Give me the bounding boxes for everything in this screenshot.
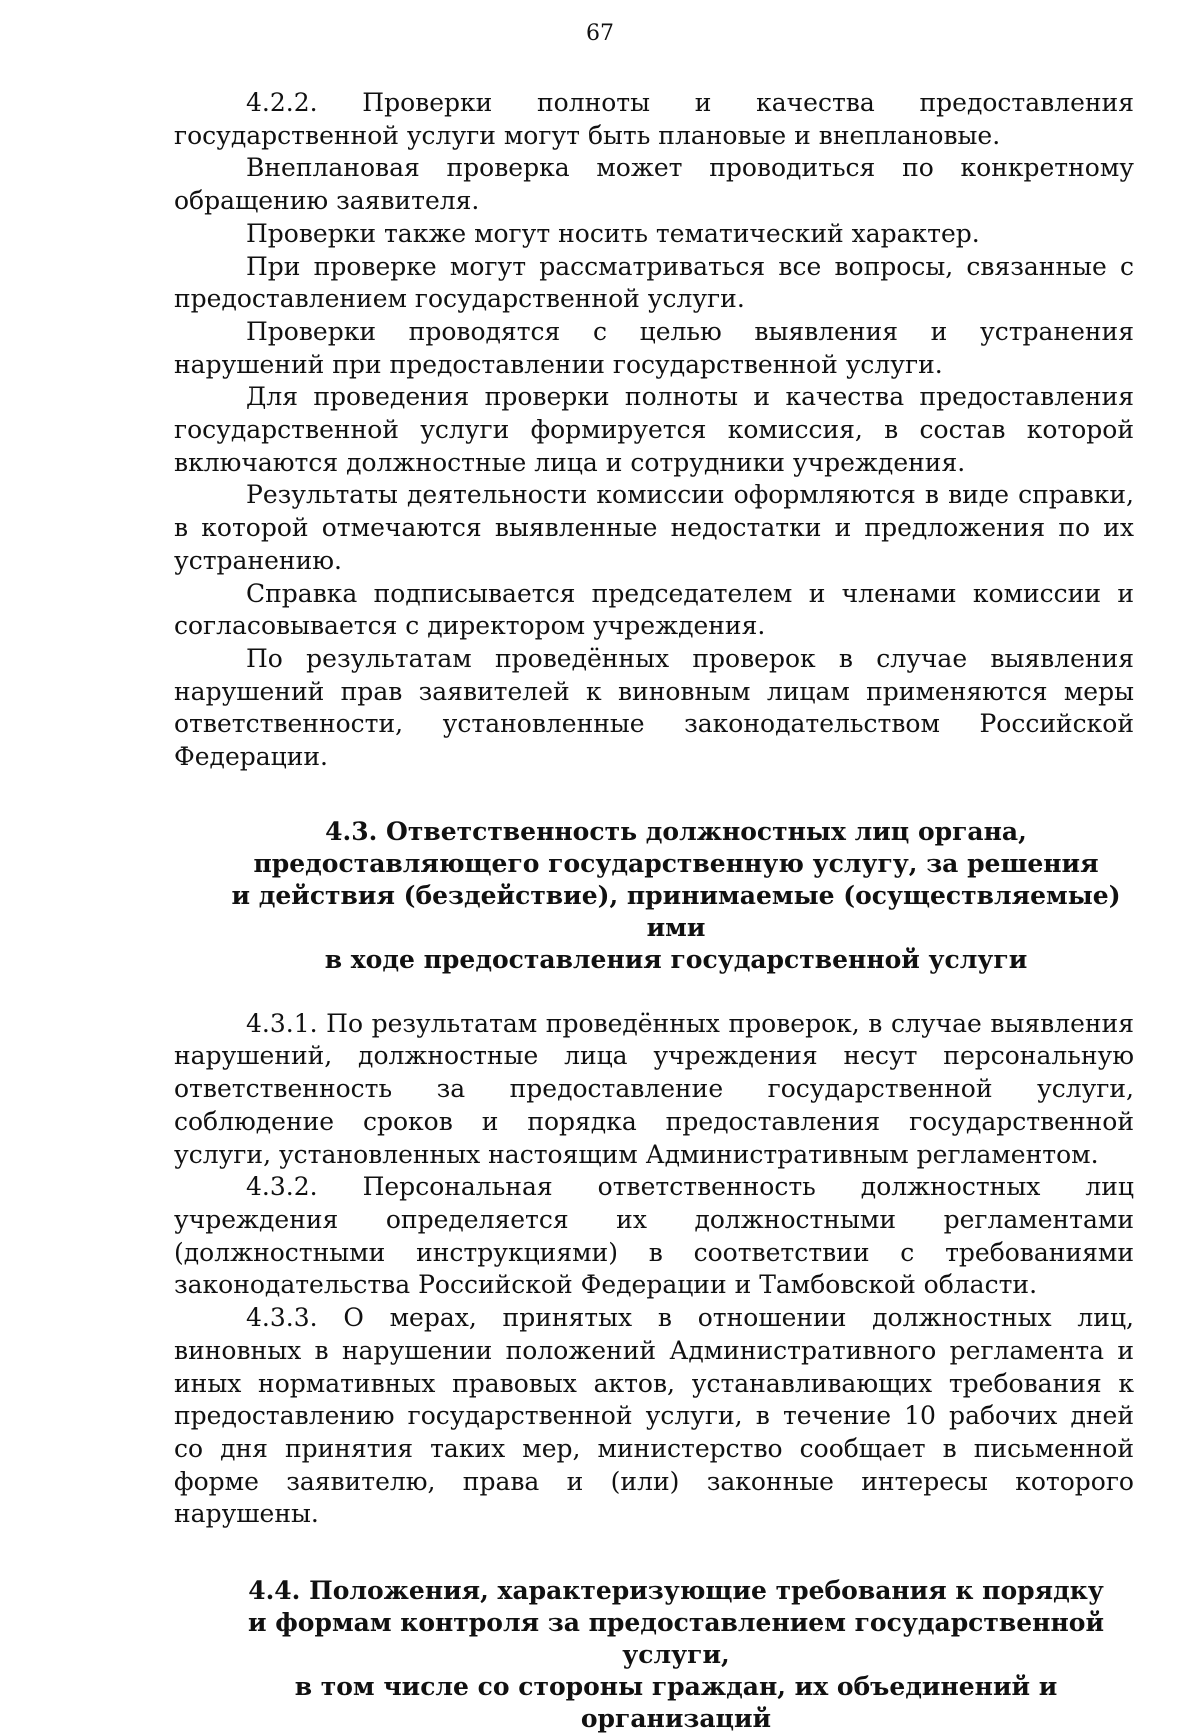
- paragraph-4-3-2: 4.3.2. Персональная ответственность должностных лиц учреждения определяется их должностными регламентами (должностными инструкциями) в соответствии с требованиями законодательства Российской Федерации и Тамбовской области.: [174, 1172, 1134, 1300]
- heading-line: и действия (бездействие), принимаемые (осуществляемые) ими: [231, 880, 1121, 942]
- paragraph-4-3-3: 4.3.3. О мерах, принятых в отношении должностных лиц, виновных в нарушении положений Административного регламента и иных нормативных правовых актов, устанавливающих требования к предоставлению государственной услуги, в течение 10 рабочих дней со дня принятия таких мер, министерство сообщает в письменной форме заявителю, права и (или) законные интересы которого нарушены.: [174, 1303, 1134, 1529]
- page-number: 67: [586, 21, 614, 46]
- section-heading-4-4: [174, 1575, 1134, 1735]
- section-heading-4-3: [174, 816, 1134, 976]
- heading-line: и формам контроля за предоставлением государственной услуги,: [248, 1608, 1104, 1670]
- paragraph-thematic-check: Проверки также могут носить тематический характер.: [246, 218, 980, 248]
- paragraph-liability-measures: По результатам проведённых проверок в случае выявления нарушений прав заявителей к виновным лицам применяются меры ответственности, установленные законодательством Российской Федерации.: [174, 643, 1134, 772]
- paragraph-4-2-2: 4.2.2. Проверки полноты и качества предоставления государственной услуги могут быть плановые и внеплановые.: [174, 88, 1134, 150]
- heading-line: предоставляющего государственную услугу, за решения: [253, 848, 1099, 878]
- paragraph-check-purpose: Проверки проводятся с целью выявления и устранения нарушений при предоставлении государственной услуги.: [174, 316, 1134, 379]
- paragraph-check-questions: При проверке могут рассматриваться все вопросы, связанные с предоставлением государственной услуги.: [174, 251, 1134, 314]
- heading-line: 4.4. Положения, характеризующие требования к порядку: [248, 1576, 1104, 1606]
- paragraph-commission: Для проведения проверки полноты и качества предоставления государственной услуги формируется комиссия, в состав которой включаются должностные лица и сотрудники учреждения.: [174, 382, 1134, 477]
- heading-line: в том числе со стороны граждан, их объединений и организаций: [294, 1672, 1058, 1734]
- heading-line: 4.3. Ответственность должностных лиц органа,: [325, 816, 1027, 846]
- paragraph-4-3-1: 4.3.1. По результатам проведённых проверок, в случае выявления нарушений, должностные лица учреждения несут персональную ответственность за предоставление государственной услуги, соблюдение сроков и порядка предоставления государственной услуги, установленных настоящим Административным регламентом.: [174, 1008, 1134, 1169]
- paragraph-certificate-signing: Справка подписывается председателем и членами комиссии и согласовывается с директором учреждения.: [174, 578, 1134, 641]
- heading-line: в ходе предоставления государственной услуги: [324, 944, 1028, 974]
- paragraph-commission-results: Результаты деятельности комиссии оформляются в виде справки, в которой отмечаются выявленные недостатки и предложения по их устранению.: [174, 480, 1134, 575]
- paragraph-unplanned-check: Внеплановая проверка может проводиться по конкретному обращению заявителя.: [174, 153, 1134, 216]
- document-body: [174, 87, 1134, 1735]
